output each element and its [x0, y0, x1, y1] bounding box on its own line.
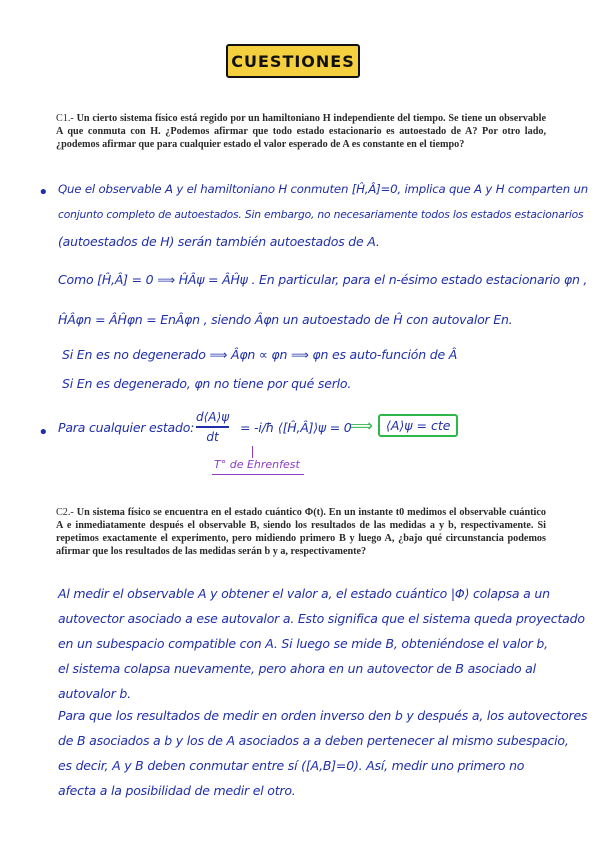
- answer-1-line-5: ĤÂφn = ÂĤφn = EnÂφn , siendo Âφn un autoestado de Ĥ con autovalor En.: [58, 312, 513, 327]
- fraction-denominator: dt: [206, 429, 219, 444]
- answer-2-line-7: de B asociados a b y los de A asociados a a deben pertenecer al mismo subespacio,: [58, 733, 569, 748]
- derivative-fraction: [196, 410, 229, 444]
- question-2-text: Un sistema físico se encuentra en el estado cuántico Φ(t). En un instante t0 medimos el observable cuántico A e inmediatamente después el observable B, siendo los resultados de las medidas a y b, respectivamente. Si repetimos exactamente el experimento, pero midiendo primero B y luego A, ¿bajo qué circunstancia podemos afirmar que los resultados de las medidas serán b y a, respectivamente?: [56, 507, 546, 557]
- fraction-numerator: d⟨A⟩ψ: [196, 410, 230, 424]
- answer-1-line-4: Como [Ĥ,Â] = 0 ⟹ ĤÂψ = ÂĤψ . En particular, para el n-ésimo estado estacionario φn ,: [58, 272, 588, 287]
- question-1-text: Un cierto sistema físico está regido por un hamiltoniano H independiente del tiempo. Se tiene un observable A que conmuta con H. ¿Podemos afirmar que todo estado estacionario es autoestado de A? Por otro lado, ¿podemos afirmar que para cualquier estado el valor esperado de A es constante en el tiempo?: [56, 113, 546, 150]
- answer-2-line-4: el sistema colapsa nuevamente, pero ahora en un autovector de B asociado al: [58, 661, 536, 676]
- answer-1-line-1: Que el observable A y el hamiltoniano H conmuten [Ĥ,Â]=0, implica que A y H comparten un: [58, 182, 588, 196]
- answer-2-line-5: autovalor b.: [58, 686, 131, 701]
- answer-1-line-3: (autoestados de H) serán también autoestados de A.: [58, 234, 380, 249]
- bullet-1: •: [38, 182, 49, 203]
- answer-2-line-1: Al medir el observable A y obtener el valor a, el estado cuántico |Φ⟩ colapsa a un: [58, 586, 550, 601]
- answer-2-line-2: autovector asociado a ese autovalor a. Esto significa que el sistema queda proyectado: [58, 611, 585, 626]
- fraction-bar: [196, 426, 229, 428]
- answer-1-line-8-prefix: Para cualquier estado:: [58, 420, 195, 435]
- boxed-result: ⟨A⟩ψ = cte: [378, 414, 458, 437]
- answer-2-line-6: Para que los resultados de medir en orden inverso den b y después a, los autovectores: [58, 708, 588, 723]
- page-title: CUESTIONES: [226, 44, 360, 78]
- ehrenfest-note: T° de Ehrenfest: [214, 458, 300, 471]
- bullet-2: •: [38, 422, 49, 443]
- answer-1-line-7: Si En es degenerado, φn no tiene por qué serlo.: [62, 376, 352, 391]
- note-connector: [252, 446, 253, 458]
- answer-2-line-3: en un subespacio compatible con A. Si luego se mide B, obteniéndose el valor b,: [58, 636, 548, 651]
- note-underline: [212, 474, 304, 475]
- implies-arrow-icon: ⟹: [350, 416, 373, 435]
- question-1-number: C1.-: [56, 113, 74, 124]
- answer-2-line-9: afecta a la posibilidad de medir el otro.: [58, 783, 296, 798]
- answer-1-line-2: conjunto completo de autoestados. Sin embargo, no necesariamente todos los estados estacionarios: [58, 208, 584, 221]
- ehrenfest-expression: = -i/ħ ⟨[Ĥ,Â]⟩ψ = 0: [240, 420, 352, 435]
- question-1: [56, 112, 546, 151]
- answer-2-line-8: es decir, A y B deben conmutar entre sí ([A,B]=0). Así, medir uno primero no: [58, 758, 525, 773]
- question-2: [56, 506, 546, 558]
- question-2-number: C2.-: [56, 507, 74, 518]
- answer-1-line-6: Si En es no degenerado ⟹ Âφn ∝ φn ⟹ φn es auto-función de Â: [62, 347, 458, 362]
